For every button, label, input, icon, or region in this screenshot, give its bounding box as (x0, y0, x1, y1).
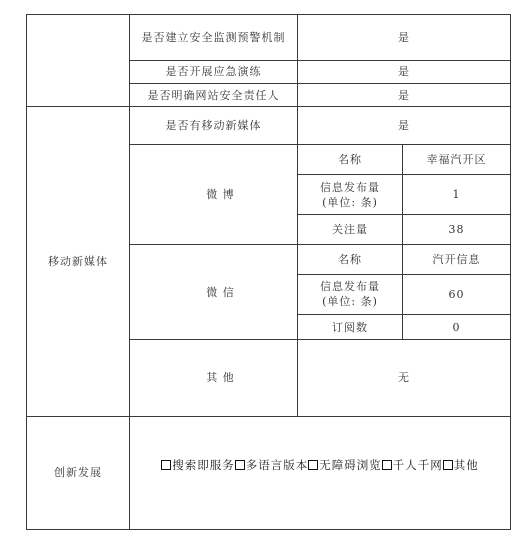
security-owner-value: 是 (298, 83, 511, 106)
option-accessibility[interactable]: 无障碍浏览 (308, 458, 382, 473)
monitoring-warning-label: 是否建立安全监测预警机制 (130, 15, 298, 61)
wechat-label: 微 信 (130, 244, 298, 339)
weibo-name-value: 幸福汽开区 (403, 145, 511, 175)
wechat-posts-label: 信息发布量 (单位: 条) (298, 274, 403, 314)
website-annual-report-table (26, 14, 511, 530)
weibo-followers-value: 38 (403, 215, 511, 245)
weibo-followers-label: 关注量 (298, 215, 403, 245)
mobile-media-value: 是 (298, 107, 511, 145)
checkbox-icon[interactable] (308, 460, 318, 470)
weibo-label: 微 博 (130, 145, 298, 245)
weibo-name-label: 名称 (298, 145, 403, 175)
wechat-subscribers-label: 订阅数 (298, 314, 403, 339)
checkbox-icon[interactable] (382, 460, 392, 470)
empty-section-cell (27, 15, 130, 107)
weibo-posts-value: 1 (403, 174, 511, 214)
option-search-as-service[interactable]: 搜索即服务 (161, 458, 235, 473)
wechat-name-label: 名称 (298, 244, 403, 274)
checkbox-icon[interactable] (443, 460, 453, 470)
other-value: 无 (298, 340, 511, 416)
emergency-drill-label: 是否开展应急演练 (130, 60, 298, 83)
innovation-options (161, 458, 479, 473)
option-other[interactable]: 其他 (443, 458, 479, 473)
security-owner-label: 是否明确网站安全责任人 (130, 83, 298, 106)
emergency-drill-value: 是 (298, 60, 511, 83)
weibo-posts-label: 信息发布量 (单位: 条) (298, 174, 403, 214)
mobile-media-section-label: 移动新媒体 (27, 107, 130, 416)
option-personalized[interactable]: 千人千网 (382, 458, 443, 473)
monitoring-warning-value: 是 (298, 15, 511, 61)
wechat-name-value: 汽开信息 (403, 244, 511, 274)
wechat-posts-value: 60 (403, 274, 511, 314)
checkbox-icon[interactable] (235, 460, 245, 470)
option-multilingual[interactable]: 多语言版本 (235, 458, 309, 473)
checkbox-icon[interactable] (161, 460, 171, 470)
innovation-options-cell (130, 416, 511, 529)
mobile-media-label: 是否有移动新媒体 (130, 107, 298, 145)
innovation-label: 创新发展 (27, 416, 130, 529)
wechat-subscribers-value: 0 (403, 314, 511, 339)
other-label: 其 他 (130, 340, 298, 416)
